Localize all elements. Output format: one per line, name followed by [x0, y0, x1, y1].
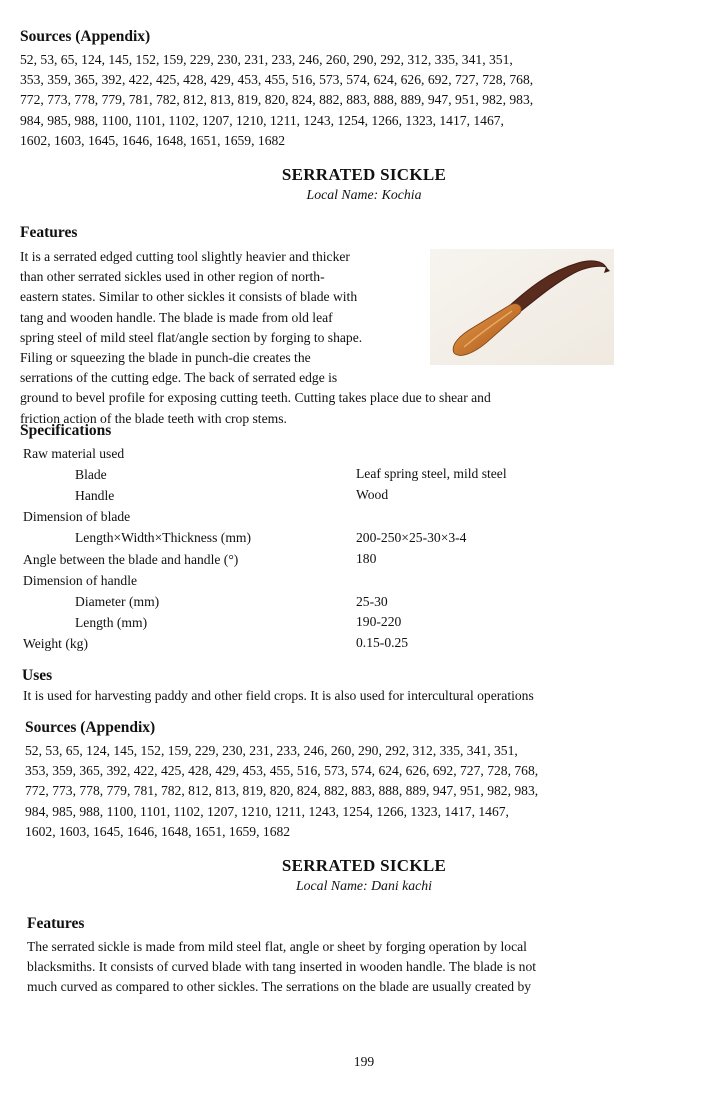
local-name-2: Local Name: Dani kachi — [295, 878, 433, 893]
sources-line: 353, 359, 365, 392, 422, 425, 428, 429, 453, 455, 516, 573, 574, 624, 626, 692, 727, 728, 768, — [25, 763, 539, 779]
features-heading-2: Features — [27, 915, 85, 932]
sources-line: 1602, 1603, 1645, 1646, 1648, 1651, 1659, 1682 — [20, 132, 286, 148]
sources-line: 52, 53, 65, 124, 145, 152, 159, 229, 230, 231, 233, 246, 260, 290, 292, 312, 335, 341, 351, — [20, 52, 513, 67]
features-line: It is a serrated edged cutting tool slightly heavier and thicker — [20, 249, 350, 264]
sources-list — [25, 741, 625, 842]
features-line: much curved as compared to other sickles. The serrations on the blade are usually created by — [27, 979, 532, 995]
section-title-2: SERRATED SICKLE — [281, 856, 447, 875]
spec-label-blade-size: Length×Width×Thickness (mm) — [75, 530, 251, 545]
features-line: ground to bevel profile for exposing cutting teeth. Cutting takes place due to shear and — [20, 390, 491, 406]
sources-heading: Sources (Appendix) — [25, 719, 156, 736]
features-line: Filing or squeezing the blade in punch-die creates the — [20, 350, 311, 366]
uses-heading: Uses — [22, 667, 53, 684]
page-number: 199 — [353, 1054, 375, 1069]
spec-label-length: Length (mm) — [75, 615, 148, 630]
sources-line: 772, 773, 778, 779, 781, 782, 812, 813, 819, 820, 824, 882, 883, 888, 889, 947, 951, 982, 983, — [25, 783, 539, 799]
spec-label-dimension-handle: Dimension of handle — [23, 573, 138, 588]
features-line: blacksmiths. It consists of curved blade with tang inserted in wooden handle. The blade is not — [27, 959, 537, 975]
spec-label-blade: Blade — [75, 467, 107, 482]
spec-label-handle: Handle — [75, 488, 115, 503]
spec-label-weight: Weight (kg) — [23, 636, 88, 651]
sources-line: 1602, 1603, 1645, 1646, 1648, 1651, 1659, 1682 — [25, 823, 291, 839]
sources-heading-top: Sources (Appendix) — [20, 28, 151, 45]
spec-value-angle: 180 — [356, 551, 377, 566]
local-name-1: Local Name: Kochia — [306, 187, 422, 202]
section-title-1: SERRATED SICKLE — [281, 165, 447, 184]
features-text-1 — [20, 247, 491, 429]
spec-label-angle: Angle between the blade and handle (°) — [23, 552, 239, 567]
spec-label-raw-material: Raw material used — [23, 446, 125, 461]
spec-value-blade: Leaf spring steel, mild steel — [356, 466, 507, 481]
features-line: serrations of the cutting edge. The back of serrated edge is — [20, 370, 338, 386]
spec-value-weight: 0.15-0.25 — [356, 635, 409, 650]
sources-line: 984, 985, 988, 1100, 1101, 1102, 1207, 1210, 1211, 1243, 1254, 1266, 1323, 1417, 1467, — [25, 803, 509, 819]
uses-text: It is used for harvesting paddy and other field crops. It is also used for intercultural operations — [23, 688, 534, 703]
features-text-2 — [27, 937, 627, 998]
features-line: The serrated sickle is made from mild steel flat, angle or sheet by forging operation by local — [27, 939, 527, 954]
spec-label-diameter: Diameter (mm) — [75, 594, 160, 609]
spec-value-handle: Wood — [356, 487, 389, 502]
features-heading-1: Features — [20, 224, 78, 241]
features-line: eastern states. Similar to other sickles it consists of blade with — [20, 289, 358, 305]
spec-label-dimension-blade: Dimension of blade — [23, 509, 131, 524]
sources-line: 984, 985, 988, 1100, 1101, 1102, 1207, 1210, 1211, 1243, 1254, 1266, 1323, 1417, 1467, — [20, 112, 504, 128]
features-line: friction action of the blade teeth with crop stems. — [20, 410, 287, 426]
spec-value-diameter: 25-30 — [356, 594, 388, 609]
sources-line: 52, 53, 65, 124, 145, 152, 159, 229, 230, 231, 233, 246, 260, 290, 292, 312, 335, 341, 351, — [25, 743, 518, 758]
sickle-photo — [430, 249, 614, 365]
specifications-heading: Specifications — [20, 422, 112, 439]
features-line: tang and wooden handle. The blade is made from old leaf — [20, 309, 333, 325]
sources-line: 772, 773, 778, 779, 781, 782, 812, 813, 819, 820, 824, 882, 883, 888, 889, 947, 951, 982, 983, — [20, 92, 534, 108]
features-line: spring steel of mild steel flat/angle section by forging to shape. — [20, 329, 363, 345]
sources-list-top — [20, 50, 620, 151]
sources-line: 353, 359, 365, 392, 422, 425, 428, 429, 453, 455, 516, 573, 574, 624, 626, 692, 727, 728, 768, — [20, 72, 534, 88]
sickle-illustration — [430, 249, 614, 365]
features-line: than other serrated sickles used in other region of north- — [20, 269, 325, 285]
spec-value-length: 190-220 — [356, 614, 402, 629]
spec-value-blade-size: 200-250×25-30×3-4 — [356, 530, 467, 545]
